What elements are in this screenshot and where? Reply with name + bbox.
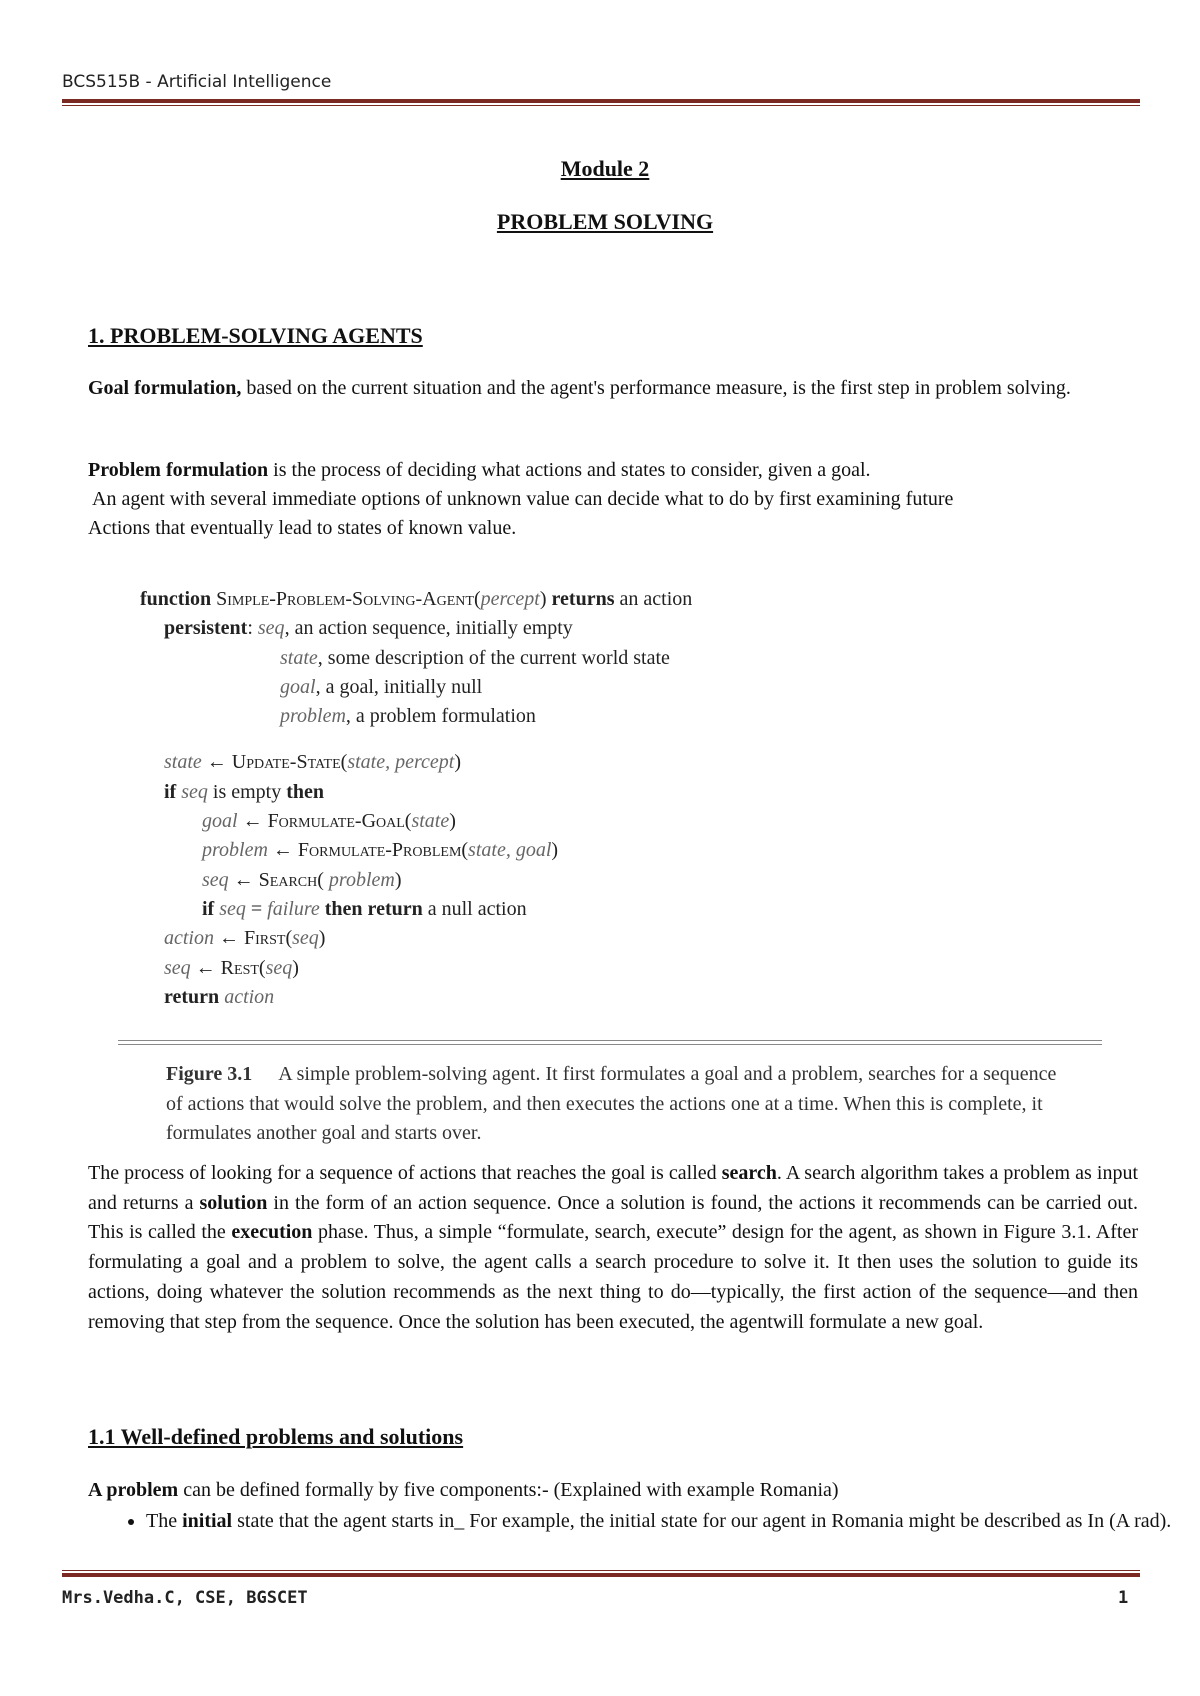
problem-formulation-paragraph [88, 456, 1138, 543]
page-number: 1 [1118, 1588, 1129, 1608]
term: Problem formulation [88, 459, 269, 481]
header-rule-thick [62, 99, 1140, 103]
goal-formulation-paragraph [88, 372, 1138, 404]
components-list [88, 1508, 1200, 1535]
term: search [721, 1162, 777, 1184]
term: Goal formulation, [88, 377, 242, 399]
figure-label: Figure 3.1 [166, 1063, 253, 1085]
subsection-heading: 1.1 Well-defined problems and solutions [88, 1424, 464, 1449]
algo-line: if seq = failure then return a null action [202, 897, 527, 920]
header-rule-thin [62, 105, 1140, 106]
section-heading: 1. PROBLEM-SOLVING AGENTS [88, 323, 423, 348]
term: execution [231, 1221, 313, 1244]
search-process-paragraph: The process of looking for a sequence of actions that reaches the goal is called search. A search algorithm takes a problem as input and returns a solution in the form of an action sequence. Once a solution is found, the actions it recommends can be carried out. This is called the execution phase. Thus, a simple “formulate, search, execute” design for the agent, as shown in Figure 3.1. After formulating a goal and a problem to solve, the agent calls a search procedure to solve it. It then uses the solution to guide its actions, doing whatever the solution recommends as the next thing to do—typically, the first action of the sequence—and then removing that step from the sequence. Once the solution has been executed, the agentwill formulate a new goal. [88, 1162, 1139, 1333]
text: based on the current situation and the agent's performance measure, is the first step in problem solving. [241, 377, 1071, 399]
algo-line: function Simple-Problem-Solving-Agent(percept) returns an action [140, 588, 693, 610]
figure-divider [118, 1044, 1102, 1045]
caption-text: A simple problem-solving agent. It first formulates a goal and a problem, searches for a sequence of actions that would solve the problem, and then executes the actions one at a time. When this is complete, it formulates another goal and starts over. [166, 1063, 1057, 1144]
algo-line: seq ← Search( problem) [202, 868, 402, 891]
text: can be defined formally by five components:- (Explained with example Romania) [178, 1479, 839, 1501]
figure-caption [166, 1060, 1071, 1149]
algo-line: persistent: seq, an action sequence, initially empty [164, 617, 573, 640]
figure-divider [118, 1040, 1102, 1041]
term: A problem [88, 1479, 179, 1501]
term: solution [199, 1191, 268, 1214]
subject-title: PROBLEM SOLVING [496, 209, 714, 234]
footer-rule-thick [62, 1573, 1140, 1577]
algo-line: goal, a goal, initially null [280, 675, 483, 698]
algorithm-pseudocode [140, 585, 1100, 1012]
algo-line: state ← Update-State(state, percept) [164, 751, 462, 774]
algo-line: if seq is empty then [164, 780, 325, 803]
algo-line: seq ← Rest(seq) [164, 956, 299, 979]
text: An agent with several immediate options of unknown value can decide what to do by first examining future [92, 488, 954, 510]
problem-definition [88, 1476, 1138, 1505]
algo-line: state, some description of the current world state [280, 646, 670, 669]
text: Actions that eventually lead to states of known value. [88, 517, 517, 539]
algo-gap [140, 731, 1100, 748]
algo-line: action ← First(seq) [164, 927, 326, 950]
algo-line: return action [164, 985, 275, 1008]
running-header: BCS515B - Artificial Intelligence [62, 72, 332, 92]
footer-author: Mrs.Vedha.C, CSE, BGSCET [62, 1588, 308, 1608]
module-title: Module 2 [560, 156, 650, 181]
list-item: • The initial state that the agent starts in_ For example, the initial state for our agent in Romania might be described as In (A rad). [146, 1508, 1200, 1535]
footer-rule-thin [62, 1570, 1140, 1571]
algo-line: problem, a problem formulation [280, 705, 536, 728]
algo-line: goal ← Formulate-Goal(state) [202, 810, 456, 833]
text: is the process of deciding what actions and states to consider, given a goal. [268, 459, 871, 481]
algo-line: problem ← Formulate-Problem(state, goal) [202, 839, 559, 862]
